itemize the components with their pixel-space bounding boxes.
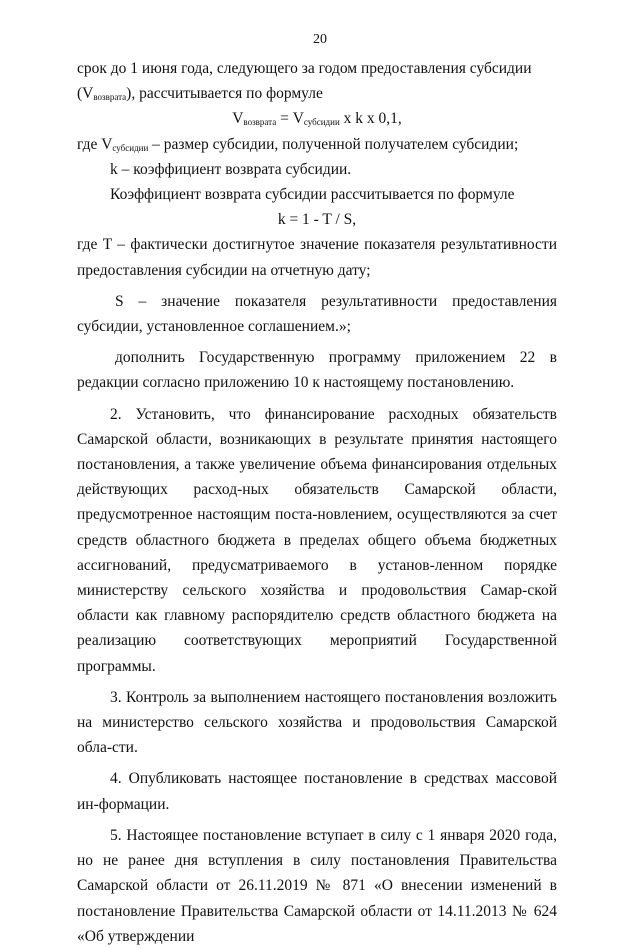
paragraph-4: 4. Опубликовать настоящее постановление в средствах массовой ин-формации.	[77, 770, 557, 813]
document-body	[77, 56, 557, 949]
formula-coefficient: k = 1 - T / S,	[277, 211, 357, 229]
definition-k: k – коэффициент возврата субсидии.	[110, 160, 352, 178]
definition-t: где T – фактически достигнутое значение показателя результативности предоставления субсидии на отчетную дату;	[77, 236, 557, 279]
paragraph-2: 2. Установить, что финансирование расходных обязательств Самарской области, возникающих в результате принятия настоящего постановления, а также увеличение объема финансирования отдельных действующих расход-ных обязательств Самарской области, предусмотренное настоящим поста-новлением, осуществляются за счет средств областного бюджета в пределах общего объема бюджетных ассигнований, предусматриваемого в установ-ленном порядке министерству сельского хозяйства и продовольствия Самар-ской области как главному распорядителю средств областного бюджета на реализацию соответствующих мероприятий Государственной программы.	[77, 405, 557, 675]
paragraph-line-1: срок до 1 июня года, следующего за годом предоставления субсидии	[77, 60, 532, 77]
paragraph-line-2: $(V_{возврата})$, рассчитывается по формуле	[77, 85, 323, 103]
definition-subsidy: где $V_{субсидии}$ – размер субсидии, полученной получателем субсидии;	[77, 135, 519, 153]
paragraph-3: 3. Контроль за выполнением настоящего постановления возложить на министерство сельского хозяйства и продовольствия Самарской обла-сти.	[77, 688, 557, 757]
definition-s: S – значение показателя результативности предоставления субсидии, установленное соглашением.»;	[77, 292, 557, 336]
coefficient-intro: Коэффициент возврата субсидии рассчитывается по формуле	[110, 186, 515, 204]
formula-refund: $V_{возврата} = V_{субсидии}$ x k x 0,1,	[232, 110, 402, 128]
paragraph-5: 5. Настоящее постановление вступает в силу с 1 января 2020 года, но не ранее дня вступления в силу постановления Правительства Самарской области от 26.11.2019 № 871 «О внесении изменений в постановление Правительства Самарской области от 14.11.2013 № 624 «Об утверждении	[77, 826, 557, 945]
appendix-paragraph: дополнить Государственную программу приложением 22 в редакции согласно приложению 10 к настоящему постановлению.	[77, 349, 557, 392]
page-number: 20	[313, 32, 327, 47]
